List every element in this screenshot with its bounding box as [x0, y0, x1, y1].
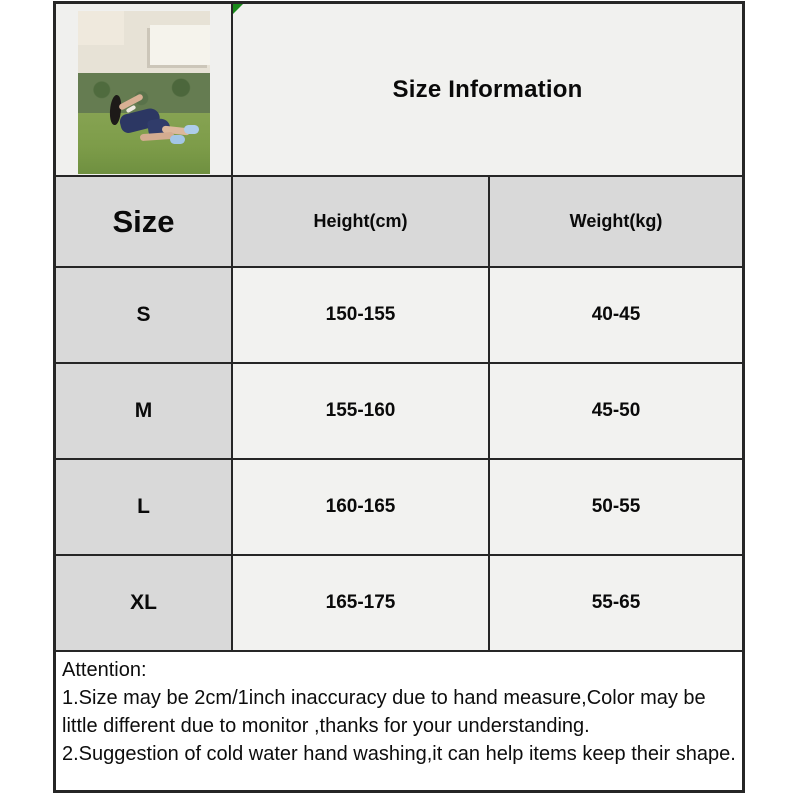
header-label-height: Height(cm) [313, 211, 408, 231]
photo-wall-highlight [78, 11, 124, 45]
row-weight-cell [490, 364, 742, 458]
table-row-xl [56, 556, 742, 652]
product-photo [78, 11, 210, 174]
photo-model-shoe [184, 125, 199, 134]
height-value: 155-160 [325, 400, 396, 421]
photo-white-building [150, 25, 210, 65]
height-value: 165-175 [325, 592, 396, 613]
weight-value: 45-50 [591, 400, 641, 421]
size-label: XL [130, 591, 157, 614]
photo-model-shoe [170, 135, 185, 144]
header-cell-weight [490, 177, 742, 266]
attention-line-2: 2.Suggestion of cold water hand washing,it can help items keep their shape. [62, 743, 736, 765]
size-label: S [136, 303, 151, 326]
size-chart-sheet [53, 1, 745, 793]
row-size-cell [56, 556, 233, 650]
table-header-row [56, 177, 742, 268]
cell-corner-marker-icon [233, 4, 243, 14]
size-label: M [134, 399, 153, 422]
header-label-weight: Weight(kg) [569, 211, 663, 231]
table-row-l [56, 460, 742, 556]
attention-title: Attention: [62, 659, 147, 681]
table-row-m [56, 364, 742, 460]
row-height-cell [233, 268, 490, 362]
height-value: 160-165 [325, 496, 396, 517]
header-label-size: Size [112, 203, 175, 239]
row-size-cell [56, 460, 233, 554]
row-weight-cell [490, 556, 742, 650]
product-photo-cell [56, 4, 233, 175]
banner-row [56, 4, 742, 177]
row-height-cell [233, 364, 490, 458]
weight-value: 55-65 [591, 592, 641, 613]
size-label: L [137, 495, 150, 518]
row-size-cell [56, 268, 233, 362]
attention-note [56, 652, 742, 790]
row-weight-cell [490, 460, 742, 554]
header-cell-size [56, 177, 233, 266]
banner-title: Size Information [392, 75, 583, 103]
row-height-cell [233, 460, 490, 554]
header-cell-height [233, 177, 490, 266]
weight-value: 50-55 [591, 496, 641, 517]
row-weight-cell [490, 268, 742, 362]
size-information-banner [233, 4, 742, 175]
row-size-cell [56, 364, 233, 458]
height-value: 150-155 [325, 304, 396, 325]
row-height-cell [233, 556, 490, 650]
attention-line-1: 1.Size may be 2cm/1inch inaccuracy due to hand measure,Color may be little different due to monitor ,thanks for your understanding. [62, 687, 706, 737]
table-row-s [56, 268, 742, 364]
weight-value: 40-45 [591, 304, 641, 325]
